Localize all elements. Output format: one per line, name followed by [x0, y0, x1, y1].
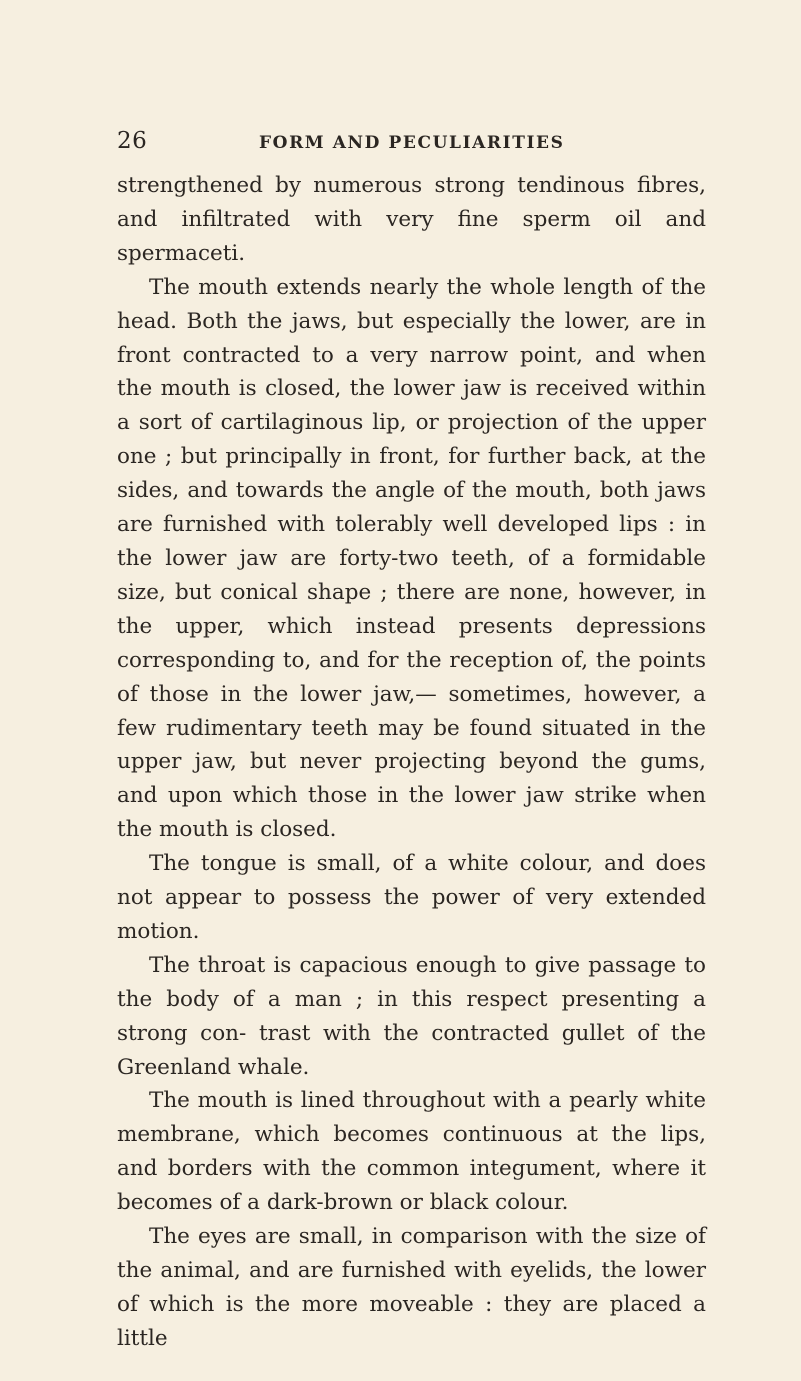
paragraph-eyes: The eyes are small, in comparison with the size of the animal, and are furnished with eyelids, the lower of which is the more moveable : they are placed a little	[117, 1224, 706, 1351]
paragraph-continuation: strengthened by numerous strong tendinous fibres, and infiltrated with very fine sperm oil and spermaceti.	[117, 173, 706, 266]
body-text	[117, 169, 706, 1356]
paragraph-throat: The throat is capacious enough to give passage to the body of a man ; in this respect presenting a strong con- trast with the contracted gullet of the Greenland whale.	[117, 952, 706, 1080]
page-number: 26	[117, 128, 148, 154]
paragraph-tongue: The tongue is small, of a white colour, and does not appear to possess the power of very extended motion.	[117, 851, 706, 944]
running-title: FORM AND PECULIARITIES	[259, 133, 565, 153]
paragraph-mouth: The mouth extends nearly the whole length of the head. Both the jaws, but especially the lower, are in front contracted to a very narrow point, and when the mouth is closed, the lower jaw is received within a sort of cartilaginous lip, or projection of the upper one ; but principally in front, for further back, at the sides, and towards the angle of the mouth, both jaws are furnished with tolerably well developed lips : in the lower jaw are forty-two teeth, of a formidable size, but conical shape ; there are none, however, in the upper, which instead presents depressions corresponding to, and for the reception of, the points of those in the lower jaw,— sometimes, however, a few rudimentary teeth may be found situated in the upper jaw, but never projecting beyond the gums, and upon which those in the lower jaw strike when the mouth is closed.	[117, 274, 706, 843]
page-header	[117, 128, 717, 162]
paragraph-lining: The mouth is lined throughout with a pearly white membrane, which becomes continuous at the lips, and borders with the common integument, where it becomes of a dark-brown or black colour.	[117, 1088, 706, 1216]
